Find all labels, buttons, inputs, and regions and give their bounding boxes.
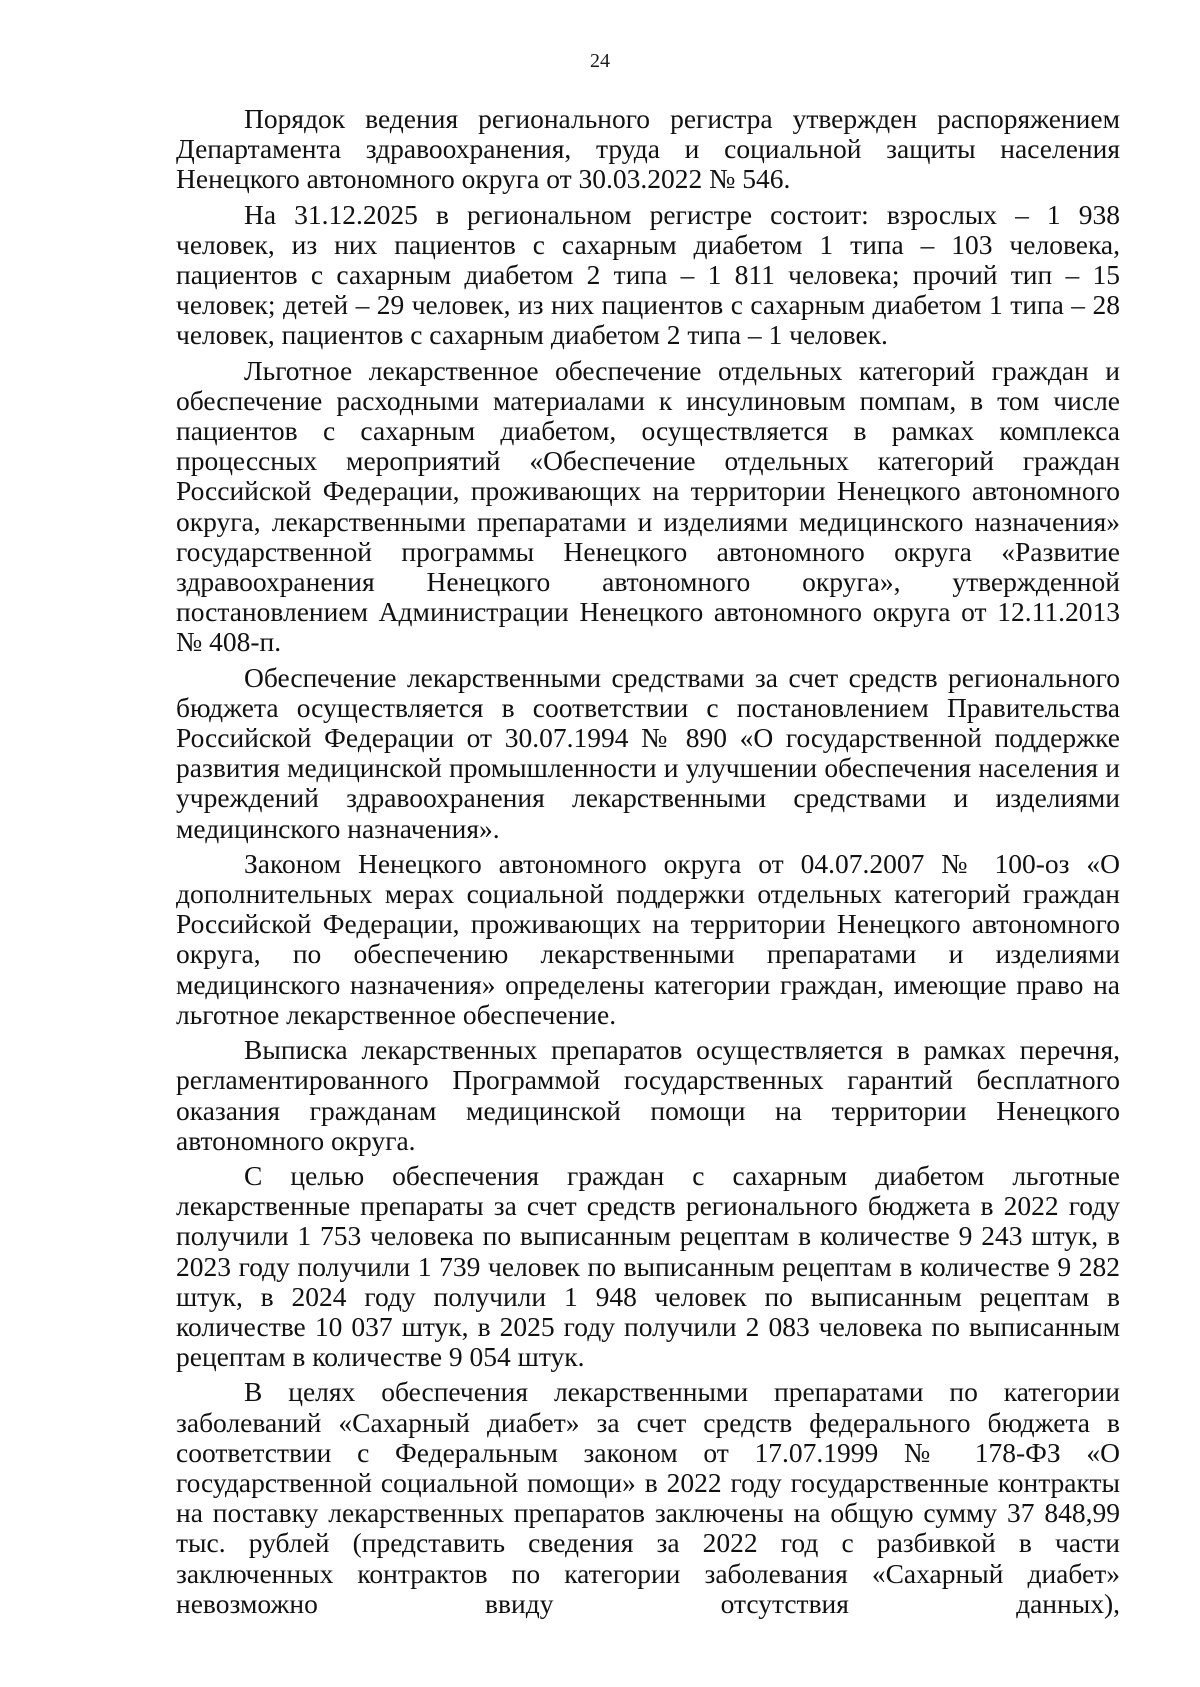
paragraph-yearly-stats: С целью обеспечения граждан с сахарным диабетом льготные лекарственные препараты за счет средств регионального бюджета в 2022 году получили 1 753 человека по выписанным рецептам в количестве 9 243 штук, в 2023 году получили 1 739 человек по выписанным рецептам в количестве 9 282 штук, в 2024 году получили 1 948 человек по выписанным рецептам в количестве 10 037 штук, в 2025 году получили 2 083 человека по выписанным рецептам в количестве 9 054 штук. (176, 1159, 1120, 1373)
paragraph-registry-counts: На 31.12.2025 в региональном регистре состоит: взрослых – 1 938 человек, из них пациентов с сахарным диабетом 1 типа – 103 человека, пациентов с сахарным диабетом 2 типа – 1 811 человека; прочий тип – 15 человек; детей – 29 человек, из них пациентов с сахарным диабетом 1 типа – 28 человек, пациентов с сахарным диабетом 2 типа – 1 человек. (176, 198, 1120, 351)
paragraph-nao-law: Законом Ненецкого автономного округа от 04.07.2007 № 100-оз «О дополнительных мерах социальной поддержки отдельных категорий граждан Российской Федерации, проживающих на территории Ненецкого автономного округа, по обеспечению лекарственными препаратами и изделиями медицинского назначения» определены категории граждан, имеющие право на льготное лекарственное обеспечение. (176, 847, 1120, 1030)
paragraph-federal-budget: В целях обеспечения лекарственными препаратами по категории заболеваний «Сахарный диабет» за счет средств федерального бюджета в соответствии с Федеральным законом от 17.07.1999 № 178-ФЗ «О государственной социальной помощи» в 2022 году государственные контракты на поставку лекарственных препаратов заключены на общую сумму 37 848,99 тыс. рублей (представить сведения за 2022 год с разбивкой в части заключенных контрактов по категории заболевания «Сахарный диабет» невозможно ввиду отсутствия данных), (176, 1376, 1120, 1619)
paragraph-registry-order: Порядок ведения регионального регистра утвержден распоряжением Департамента здравоохранения, труда и социальной защиты населения Ненецкого автономного округа от 30.03.2022 № 546. (176, 103, 1120, 195)
page-number: 24 (590, 50, 610, 72)
document-body (176, 104, 1120, 1619)
paragraph-regional-budget: Обеспечение лекарственными средствами за счет средств регионального бюджета осуществляется в соответствии с постановлением Правительства Российской Федерации от 30.07.1994 № 890 «О государственной поддержке развития медицинской промышленности и улучшении обеспечения населения и учреждений здравоохранения лекарственными средствами и изделиями медицинского назначения». (176, 661, 1120, 844)
paragraph-preferential-supply: Льготное лекарственное обеспечение отдельных категорий граждан и обеспечение расходными материалами к инсулиновым помпам, в том числе пациентов с сахарным диабетом, осуществляется в рамках комплекса процессных мероприятий «Обеспечение отдельных категорий граждан Российской Федерации, проживающих на территории Ненецкого автономного округа, лекарственными препаратами и изделиями медицинского назначения» государственной программы Ненецкого автономного округа «Развитие здравоохранения Ненецкого автономного округа», утвержденной постановлением Администрации Ненецкого автономного округа от 12.11.2013 № 408-п. (176, 354, 1120, 658)
paragraph-prescriptions: Выписка лекарственных препаратов осуществляется в рамках перечня, регламентированного Программой государственных гарантий бесплатного оказания гражданам медицинской помощи на территории Ненецкого автономного округа. (176, 1034, 1120, 1156)
